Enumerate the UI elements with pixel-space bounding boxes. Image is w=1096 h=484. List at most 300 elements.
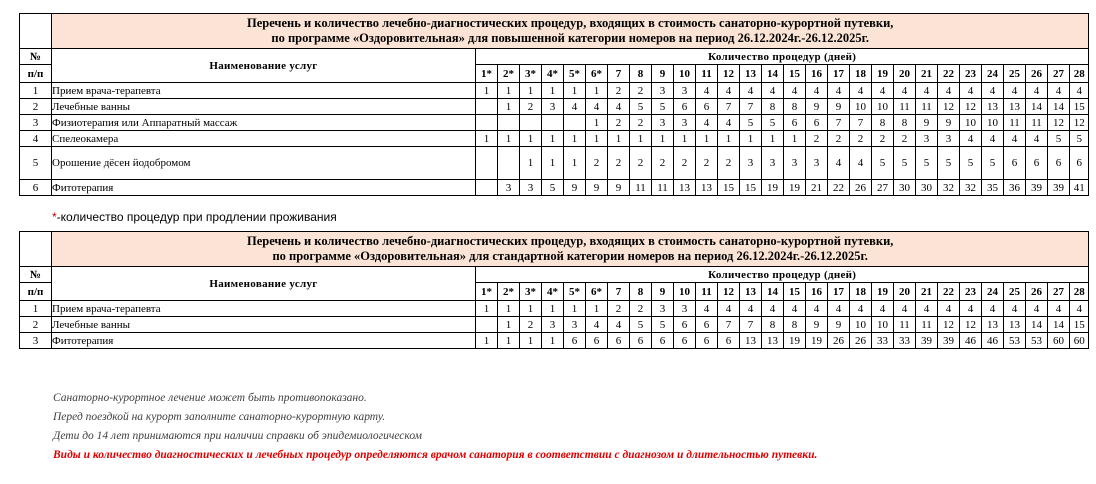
procedure-count-cell: 3 xyxy=(674,115,696,131)
procedure-count-cell: 27 xyxy=(872,180,894,196)
procedure-count-cell: 1 xyxy=(586,131,608,147)
procedure-count-cell: 19 xyxy=(784,333,806,349)
procedure-count-cell: 6 xyxy=(718,333,740,349)
row-number: 2 xyxy=(20,317,52,333)
procedure-count-cell: 12 xyxy=(1048,115,1070,131)
procedure-count-cell: 36 xyxy=(1004,180,1026,196)
procedure-count-cell: 4 xyxy=(1004,131,1026,147)
day-header: 5* xyxy=(564,283,586,301)
column-header-days: Количество процедур (дней) xyxy=(476,267,1089,283)
day-header: 20 xyxy=(894,283,916,301)
note-procedures-doctor: Виды и количество диагностических и лечебных процедур определяются врачом санатория в соответствии с диагнозом и длительностью путевки. xyxy=(53,449,818,461)
day-header: 22 xyxy=(938,283,960,301)
procedure-count-cell: 3 xyxy=(806,147,828,180)
procedure-count-cell: 2 xyxy=(696,147,718,180)
procedure-count-cell: 6 xyxy=(630,333,652,349)
procedure-count-cell: 14 xyxy=(1026,99,1048,115)
day-header: 16 xyxy=(806,65,828,83)
procedure-count-cell: 1 xyxy=(498,301,520,317)
day-header: 13 xyxy=(740,283,762,301)
procedure-count-cell: 2 xyxy=(608,301,630,317)
procedure-count-cell: 5 xyxy=(652,317,674,333)
procedure-count-cell: 7 xyxy=(740,99,762,115)
day-header: 13 xyxy=(740,65,762,83)
day-header: 4* xyxy=(542,65,564,83)
procedure-count-cell: 5 xyxy=(1048,131,1070,147)
footnote-star: * xyxy=(52,210,57,224)
day-header: 11 xyxy=(696,65,718,83)
procedure-count-cell: 26 xyxy=(850,333,872,349)
procedure-count-cell: 4 xyxy=(894,301,916,317)
day-header: 14 xyxy=(762,283,784,301)
procedure-count-cell: 2 xyxy=(520,99,542,115)
day-header: 23 xyxy=(960,283,982,301)
procedure-count-cell: 4 xyxy=(784,83,806,99)
table-title-line2: по программе «Оздоровительная» для стандартной категории номеров на период 26.12.2024г.-26.12.2025г. xyxy=(272,249,868,263)
table-corner xyxy=(20,14,52,49)
procedure-count-cell xyxy=(520,115,542,131)
procedure-count-cell: 6 xyxy=(564,333,586,349)
note-contraindications: Санаторно-курортное лечение может быть противопоказано. xyxy=(53,392,367,404)
procedure-count-cell: 4 xyxy=(696,301,718,317)
day-header: 25 xyxy=(1004,283,1026,301)
procedure-count-cell: 4 xyxy=(1004,83,1026,99)
day-header: 14 xyxy=(762,65,784,83)
procedure-count-cell: 4 xyxy=(718,301,740,317)
procedure-count-cell: 7 xyxy=(740,317,762,333)
procedure-count-cell: 4 xyxy=(850,83,872,99)
procedure-count-cell: 10 xyxy=(872,99,894,115)
procedure-count-cell: 5 xyxy=(630,99,652,115)
procedure-count-cell: 4 xyxy=(586,317,608,333)
procedure-count-cell: 9 xyxy=(828,99,850,115)
procedure-count-cell: 6 xyxy=(1004,147,1026,180)
procedure-count-cell: 4 xyxy=(982,131,1004,147)
day-header: 26 xyxy=(1026,65,1048,83)
row-number: 3 xyxy=(20,115,52,131)
procedure-count-cell: 6 xyxy=(1070,147,1089,180)
day-header: 28 xyxy=(1070,65,1089,83)
service-name: Орошение дёсен йодобромом xyxy=(52,147,476,180)
day-header: 16 xyxy=(806,283,828,301)
procedure-count-cell: 6 xyxy=(696,333,718,349)
procedure-count-cell: 4 xyxy=(916,301,938,317)
procedure-count-cell: 46 xyxy=(982,333,1004,349)
procedure-count-cell: 1 xyxy=(564,131,586,147)
procedure-count-cell: 11 xyxy=(630,180,652,196)
service-name: Лечебные ванны xyxy=(52,99,476,115)
procedure-count-cell: 5 xyxy=(762,115,784,131)
procedure-count-cell: 6 xyxy=(784,115,806,131)
procedure-count-cell: 15 xyxy=(1070,99,1089,115)
procedure-count-cell: 4 xyxy=(608,99,630,115)
procedure-count-cell: 26 xyxy=(828,333,850,349)
row-number: 4 xyxy=(20,131,52,147)
procedure-count-cell: 5 xyxy=(938,147,960,180)
procedure-count-cell: 4 xyxy=(696,115,718,131)
procedure-count-cell: 60 xyxy=(1048,333,1070,349)
procedure-count-cell: 1 xyxy=(542,333,564,349)
table-row xyxy=(20,83,1089,99)
procedure-count-cell: 6 xyxy=(806,115,828,131)
procedure-count-cell: 13 xyxy=(1004,99,1026,115)
procedure-count-cell: 13 xyxy=(982,317,1004,333)
procedure-count-cell: 21 xyxy=(806,180,828,196)
procedure-count-cell: 2 xyxy=(872,131,894,147)
procedure-count-cell: 9 xyxy=(586,180,608,196)
day-header: 23 xyxy=(960,65,982,83)
procedure-count-cell: 60 xyxy=(1070,333,1089,349)
service-name: Фитотерапия xyxy=(52,333,476,349)
table-row xyxy=(20,180,1089,196)
procedure-count-cell: 1 xyxy=(586,115,608,131)
procedure-count-cell: 15 xyxy=(740,180,762,196)
procedure-count-cell: 5 xyxy=(872,147,894,180)
procedure-count-cell: 4 xyxy=(1048,301,1070,317)
procedure-count-cell: 9 xyxy=(806,99,828,115)
procedure-count-cell: 1 xyxy=(564,147,586,180)
footnote xyxy=(52,210,337,224)
day-header: 3* xyxy=(520,65,542,83)
procedure-count-cell: 39 xyxy=(938,333,960,349)
day-header: 8 xyxy=(630,65,652,83)
procedure-count-cell: 1 xyxy=(608,131,630,147)
procedure-count-cell: 4 xyxy=(1070,83,1089,99)
procedure-count-cell: 8 xyxy=(784,99,806,115)
procedure-count-cell: 2 xyxy=(586,147,608,180)
procedure-count-cell: 4 xyxy=(696,83,718,99)
procedure-count-cell: 1 xyxy=(498,317,520,333)
day-header: 3* xyxy=(520,283,542,301)
procedure-count-cell: 7 xyxy=(850,115,872,131)
procedure-count-cell: 4 xyxy=(806,301,828,317)
table-row xyxy=(20,147,1089,180)
day-header: 17 xyxy=(828,283,850,301)
procedure-count-cell: 3 xyxy=(652,83,674,99)
procedure-count-cell: 4 xyxy=(828,301,850,317)
table-row xyxy=(20,333,1089,349)
procedure-count-cell: 1 xyxy=(586,83,608,99)
procedure-count-cell: 2 xyxy=(850,131,872,147)
procedure-count-cell: 6 xyxy=(586,333,608,349)
procedure-count-cell: 5 xyxy=(652,99,674,115)
day-header: 2* xyxy=(498,283,520,301)
procedure-count-cell: 4 xyxy=(938,83,960,99)
procedure-count-cell: 2 xyxy=(806,131,828,147)
procedure-count-cell: 2 xyxy=(630,83,652,99)
procedure-count-cell: 2 xyxy=(520,317,542,333)
procedure-count-cell: 33 xyxy=(894,333,916,349)
procedure-count-cell xyxy=(476,115,498,131)
day-header: 10 xyxy=(674,283,696,301)
procedure-count-cell: 1 xyxy=(520,131,542,147)
procedure-count-cell: 4 xyxy=(960,83,982,99)
day-header: 18 xyxy=(850,283,872,301)
procedure-count-cell: 2 xyxy=(608,147,630,180)
procedure-count-cell: 2 xyxy=(652,147,674,180)
procedure-count-cell: 15 xyxy=(718,180,740,196)
procedure-count-cell xyxy=(564,115,586,131)
day-header: 26 xyxy=(1026,283,1048,301)
procedure-count-cell: 1 xyxy=(674,131,696,147)
procedure-count-cell: 1 xyxy=(476,301,498,317)
procedure-count-cell: 8 xyxy=(762,99,784,115)
procedure-count-cell: 13 xyxy=(696,180,718,196)
day-header: 17 xyxy=(828,65,850,83)
procedure-count-cell: 39 xyxy=(1026,180,1048,196)
row-number: 2 xyxy=(20,99,52,115)
procedure-count-cell: 9 xyxy=(938,115,960,131)
procedure-count-cell: 1 xyxy=(542,301,564,317)
procedure-count-cell: 53 xyxy=(1004,333,1026,349)
table-corner xyxy=(20,232,52,267)
procedure-count-cell: 4 xyxy=(1026,131,1048,147)
procedure-count-cell: 4 xyxy=(1026,301,1048,317)
procedure-count-cell: 1 xyxy=(498,83,520,99)
procedure-count-cell: 1 xyxy=(740,131,762,147)
day-header: 2* xyxy=(498,65,520,83)
procedure-count-cell: 4 xyxy=(1048,83,1070,99)
procedure-count-cell: 4 xyxy=(784,301,806,317)
table-title xyxy=(52,14,1089,49)
procedure-count-cell: 3 xyxy=(564,317,586,333)
procedure-count-cell: 1 xyxy=(762,131,784,147)
procedure-count-cell xyxy=(476,180,498,196)
procedure-count-cell: 4 xyxy=(1026,83,1048,99)
procedure-count-cell: 4 xyxy=(718,115,740,131)
procedure-count-cell: 9 xyxy=(564,180,586,196)
procedure-count-cell: 4 xyxy=(872,83,894,99)
procedure-count-cell: 53 xyxy=(1026,333,1048,349)
procedure-count-cell: 4 xyxy=(608,317,630,333)
procedure-count-cell xyxy=(498,115,520,131)
procedure-count-cell: 4 xyxy=(850,147,872,180)
procedure-count-cell: 6 xyxy=(674,317,696,333)
procedure-count-cell: 15 xyxy=(1070,317,1089,333)
procedure-count-cell: 1 xyxy=(520,301,542,317)
procedure-count-cell: 1 xyxy=(498,131,520,147)
procedure-count-cell: 5 xyxy=(894,147,916,180)
procedure-count-cell: 6 xyxy=(696,317,718,333)
procedure-count-cell: 4 xyxy=(564,99,586,115)
procedure-count-cell: 1 xyxy=(520,333,542,349)
day-header: 12 xyxy=(718,283,740,301)
service-name: Лечебные ванны xyxy=(52,317,476,333)
table-row xyxy=(20,301,1089,317)
day-header: 9 xyxy=(652,65,674,83)
row-number: 3 xyxy=(20,333,52,349)
procedure-count-cell: 1 xyxy=(520,147,542,180)
day-header: 19 xyxy=(872,283,894,301)
day-header: 6* xyxy=(586,283,608,301)
procedure-count-cell: 1 xyxy=(564,301,586,317)
column-header-service-name: Наименование услуг xyxy=(52,267,476,301)
procedure-count-cell: 6 xyxy=(1048,147,1070,180)
procedure-count-cell: 11 xyxy=(652,180,674,196)
table-title-line1: Перечень и количество лечебно-диагностических процедур, входящих в стоимость санаторно-курортной путевки, xyxy=(246,16,894,30)
day-header: 15 xyxy=(784,283,806,301)
procedure-count-cell: 7 xyxy=(828,115,850,131)
procedure-count-cell: 19 xyxy=(806,333,828,349)
procedure-count-cell: 4 xyxy=(740,301,762,317)
day-header: 24 xyxy=(982,65,1004,83)
procedure-count-cell: 2 xyxy=(718,147,740,180)
procedure-count-cell: 6 xyxy=(674,333,696,349)
procedure-count-cell: 1 xyxy=(564,83,586,99)
day-header: 7 xyxy=(608,283,630,301)
day-header: 22 xyxy=(938,65,960,83)
procedure-count-cell: 30 xyxy=(916,180,938,196)
row-number: 6 xyxy=(20,180,52,196)
note-children: Дети до 14 лет принимаются при наличии справки об эпидемиологическом xyxy=(53,430,422,442)
procedure-count-cell: 1 xyxy=(542,147,564,180)
procedure-count-cell: 4 xyxy=(762,83,784,99)
column-header-number: № xyxy=(20,267,52,283)
table-row xyxy=(20,131,1089,147)
day-header: 1* xyxy=(476,65,498,83)
day-header: 15 xyxy=(784,65,806,83)
table-title-line1: Перечень и количество лечебно-диагностических процедур, входящих в стоимость санаторно-курортной путевки, xyxy=(246,234,894,248)
day-header: 6* xyxy=(586,65,608,83)
procedure-count-cell: 4 xyxy=(806,83,828,99)
procedure-count-cell: 13 xyxy=(762,333,784,349)
procedures-table-standard xyxy=(19,231,1089,349)
procedure-count-cell: 5 xyxy=(542,180,564,196)
procedure-count-cell: 32 xyxy=(938,180,960,196)
procedure-count-cell: 3 xyxy=(916,131,938,147)
procedure-count-cell: 12 xyxy=(938,99,960,115)
procedure-count-cell: 22 xyxy=(828,180,850,196)
day-header: 7 xyxy=(608,65,630,83)
procedure-count-cell: 4 xyxy=(916,83,938,99)
day-header: 19 xyxy=(872,65,894,83)
procedure-count-cell: 14 xyxy=(1048,317,1070,333)
procedure-count-cell: 2 xyxy=(828,131,850,147)
procedure-count-cell: 2 xyxy=(674,147,696,180)
procedure-count-cell: 1 xyxy=(476,131,498,147)
procedure-count-cell: 8 xyxy=(894,115,916,131)
procedure-count-cell xyxy=(476,99,498,115)
procedure-count-cell: 10 xyxy=(960,115,982,131)
procedure-count-cell: 3 xyxy=(674,83,696,99)
procedure-count-cell: 2 xyxy=(630,147,652,180)
procedure-count-cell: 4 xyxy=(982,83,1004,99)
procedure-count-cell: 4 xyxy=(938,301,960,317)
service-name: Фитотерапия xyxy=(52,180,476,196)
procedure-count-cell: 1 xyxy=(542,131,564,147)
procedure-count-cell: 3 xyxy=(784,147,806,180)
procedure-count-cell: 12 xyxy=(960,317,982,333)
procedure-count-cell: 4 xyxy=(740,83,762,99)
procedure-count-cell: 41 xyxy=(1070,180,1089,196)
procedure-count-cell: 1 xyxy=(476,333,498,349)
procedure-count-cell: 6 xyxy=(608,333,630,349)
procedure-count-cell: 3 xyxy=(938,131,960,147)
day-header: 5* xyxy=(564,65,586,83)
procedure-count-cell: 1 xyxy=(630,131,652,147)
procedure-count-cell xyxy=(542,115,564,131)
table-row xyxy=(20,317,1089,333)
table-row xyxy=(20,99,1089,115)
procedure-count-cell: 7 xyxy=(718,317,740,333)
procedure-count-cell: 8 xyxy=(784,317,806,333)
procedure-count-cell: 4 xyxy=(828,147,850,180)
procedure-count-cell: 4 xyxy=(1070,301,1089,317)
procedure-count-cell: 4 xyxy=(718,83,740,99)
procedure-count-cell xyxy=(498,147,520,180)
procedure-count-cell: 7 xyxy=(718,99,740,115)
day-header: 4* xyxy=(542,283,564,301)
day-header: 28 xyxy=(1070,283,1089,301)
procedure-count-cell: 4 xyxy=(960,131,982,147)
row-number: 1 xyxy=(20,301,52,317)
procedure-count-cell: 6 xyxy=(674,99,696,115)
procedure-count-cell: 1 xyxy=(718,131,740,147)
service-name: Прием врача-терапевта xyxy=(52,301,476,317)
procedure-count-cell: 3 xyxy=(520,180,542,196)
procedure-count-cell: 3 xyxy=(674,301,696,317)
procedure-count-cell: 6 xyxy=(1026,147,1048,180)
procedure-count-cell: 13 xyxy=(982,99,1004,115)
procedure-count-cell: 1 xyxy=(586,301,608,317)
procedure-count-cell: 1 xyxy=(498,99,520,115)
procedure-count-cell: 6 xyxy=(696,99,718,115)
day-header: 25 xyxy=(1004,65,1026,83)
procedure-count-cell: 39 xyxy=(1048,180,1070,196)
procedure-count-cell: 35 xyxy=(982,180,1004,196)
procedure-count-cell: 8 xyxy=(762,317,784,333)
procedure-count-cell: 4 xyxy=(762,301,784,317)
procedure-count-cell: 9 xyxy=(806,317,828,333)
procedure-count-cell: 2 xyxy=(608,115,630,131)
procedure-count-cell: 10 xyxy=(850,317,872,333)
day-header: 18 xyxy=(850,65,872,83)
day-header: 21 xyxy=(916,65,938,83)
procedure-count-cell: 9 xyxy=(916,115,938,131)
procedure-count-cell: 10 xyxy=(982,115,1004,131)
procedure-count-cell: 1 xyxy=(498,333,520,349)
procedure-count-cell: 11 xyxy=(894,99,916,115)
procedure-count-cell: 3 xyxy=(652,301,674,317)
procedure-count-cell: 4 xyxy=(828,83,850,99)
procedure-count-cell: 11 xyxy=(894,317,916,333)
procedure-count-cell: 1 xyxy=(784,131,806,147)
procedure-count-cell: 1 xyxy=(542,83,564,99)
procedure-count-cell: 2 xyxy=(608,83,630,99)
procedure-count-cell: 13 xyxy=(1004,317,1026,333)
day-header: 9 xyxy=(652,283,674,301)
procedure-count-cell: 4 xyxy=(850,301,872,317)
procedure-count-cell: 4 xyxy=(894,83,916,99)
procedure-count-cell: 9 xyxy=(608,180,630,196)
note-resort-card: Перед поездкой на курорт заполните санаторно-курортную карту. xyxy=(53,411,386,423)
procedure-count-cell: 11 xyxy=(1004,115,1026,131)
row-number: 5 xyxy=(20,147,52,180)
procedure-count-cell: 1 xyxy=(652,131,674,147)
notes xyxy=(53,389,817,465)
day-header: 21 xyxy=(916,283,938,301)
procedure-count-cell: 4 xyxy=(872,301,894,317)
procedure-count-cell: 4 xyxy=(960,301,982,317)
procedure-count-cell: 32 xyxy=(960,180,982,196)
procedure-count-cell: 30 xyxy=(894,180,916,196)
procedure-count-cell: 10 xyxy=(850,99,872,115)
procedure-count-cell: 12 xyxy=(1070,115,1089,131)
day-header: 12 xyxy=(718,65,740,83)
procedure-count-cell: 19 xyxy=(784,180,806,196)
procedure-count-cell: 3 xyxy=(740,147,762,180)
procedure-count-cell: 1 xyxy=(696,131,718,147)
